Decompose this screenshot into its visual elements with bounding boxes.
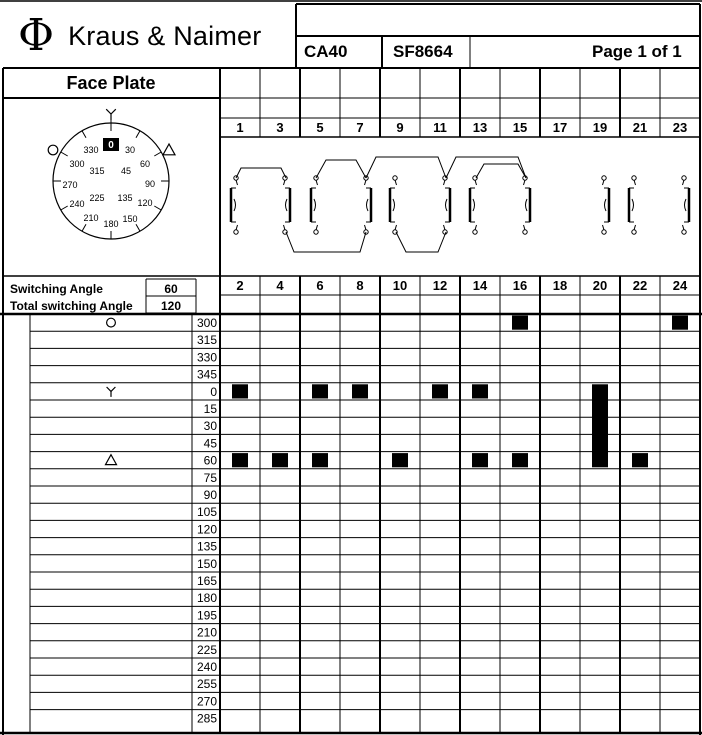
model-code: CA40: [304, 42, 348, 61]
dial-angle-label: 300: [69, 159, 85, 169]
page-indicator: Page 1 of 1: [592, 42, 682, 61]
terminal-number-bottom: 10: [392, 278, 408, 293]
angle-cell: 60: [203, 453, 217, 468]
dial-tick: [61, 152, 68, 156]
terminal-number-top: 1: [236, 120, 244, 135]
wire-link: [366, 157, 446, 178]
contact-symbol: [283, 176, 290, 234]
dial-angle-label: 45: [120, 166, 132, 176]
part-number: SF8664: [393, 42, 453, 61]
terminal-number-bottom: 6: [316, 278, 324, 293]
terminal-number-bottom: 18: [552, 278, 568, 293]
closed-contact-mark: [592, 384, 608, 467]
terminal-number-top: 13: [472, 120, 488, 135]
angle-cell: 330: [196, 350, 217, 365]
contact-symbol: [364, 176, 371, 234]
contact-symbol: [311, 176, 318, 234]
closed-contact-mark: [512, 316, 528, 330]
contact-symbol: [523, 176, 530, 234]
wire-link: [396, 232, 446, 252]
closed-contact-mark: [632, 453, 648, 467]
angle-cell: 255: [196, 677, 217, 692]
angle-cell: 180: [196, 591, 217, 606]
terminal-number-top: 21: [632, 120, 648, 135]
contact-symbol: [390, 176, 397, 234]
angle-cell: 105: [196, 505, 217, 520]
angle-cell: 345: [196, 367, 217, 382]
dial-angle-label: 60: [139, 159, 151, 169]
closed-contact-mark: [272, 453, 288, 467]
angle-cell: 0: [210, 384, 217, 399]
terminal-number-bottom: 16: [512, 278, 528, 293]
dial-angle-label: 120: [137, 198, 153, 208]
closed-contact-mark: [512, 453, 528, 467]
terminal-number-bottom: 22: [632, 278, 648, 293]
terminal-number-top: 7: [356, 120, 364, 135]
angle-cell: 90: [203, 488, 217, 502]
closed-contact-mark: [232, 453, 248, 467]
total-switching-angle-value: 120: [160, 299, 182, 313]
dial-angle-label: 180: [103, 219, 119, 229]
terminal-number-top: 19: [592, 120, 608, 135]
angle-cell: 150: [196, 556, 217, 571]
terminal-number-bottom: 12: [432, 278, 448, 293]
angle-cell: 285: [196, 711, 217, 726]
contact-symbol: [231, 176, 238, 234]
closed-contact-mark: [352, 384, 368, 398]
terminal-number-top: 15: [512, 120, 528, 135]
contact-symbol: [629, 176, 636, 234]
o-icon: [48, 145, 58, 155]
dial-angle-label: 90: [144, 179, 156, 189]
terminal-number-top: 5: [316, 120, 324, 135]
dial-tick: [61, 206, 68, 210]
angle-cell: 45: [203, 436, 217, 451]
terminal-number-top: 11: [433, 120, 447, 135]
angle-cell: 135: [196, 539, 217, 554]
dial-tick: [154, 206, 161, 210]
closed-contact-mark: [312, 384, 328, 398]
angle-cell: 270: [196, 694, 217, 709]
brand-logo: [18, 10, 261, 62]
dial-tick: [136, 131, 140, 138]
total-switching-angle-label: Total switching Angle: [10, 299, 133, 313]
position-o-icon: [107, 318, 116, 327]
wire-link: [236, 168, 286, 178]
angle-cell: 300: [196, 316, 217, 330]
closed-contact-mark: [312, 453, 328, 467]
triangle-icon: [163, 144, 175, 155]
terminal-number-top: 9: [396, 120, 404, 135]
angle-cell: 210: [196, 625, 217, 640]
contact-symbol: [602, 176, 609, 234]
terminal-number-bottom: 14: [472, 278, 488, 293]
closed-contact-mark: [472, 453, 488, 467]
terminal-number-bottom: 4: [276, 278, 284, 293]
dial-angle-label: 315: [89, 166, 105, 176]
angle-cell: 75: [203, 470, 217, 485]
dial-tick: [136, 224, 140, 231]
closed-contact-mark: [472, 384, 488, 398]
angle-cell: 15: [203, 402, 217, 416]
angle-cell: 165: [196, 574, 217, 588]
dial-angle-label: 240: [69, 199, 85, 209]
dial-tick: [82, 224, 86, 231]
angle-cell: 225: [196, 642, 217, 657]
contact-symbol: [443, 176, 450, 234]
terminal-number-bottom: 8: [356, 278, 364, 293]
phi-logo-icon: Φ: [18, 10, 55, 61]
dial-angle-label: 30: [124, 145, 136, 155]
closed-contact-mark: [432, 384, 448, 398]
contact-symbol: [682, 176, 689, 234]
closed-contact-mark: [672, 316, 688, 330]
wire-link: [286, 232, 366, 252]
closed-contact-mark: [232, 384, 248, 398]
terminal-number-bottom: 24: [672, 278, 688, 293]
face-plate-title: Face Plate: [66, 73, 156, 93]
contact-symbol: [470, 176, 477, 234]
dial-angle-label: 270: [62, 180, 78, 190]
brand-name: Kraus & Naimer: [68, 20, 262, 51]
angle-cell: 195: [196, 608, 217, 623]
y-icon: [106, 109, 116, 120]
dial-angle-label: 225: [89, 193, 105, 203]
angle-cell: 30: [203, 419, 217, 434]
dial-angle-label: 0: [108, 140, 114, 151]
dial-angle-label: 330: [83, 145, 99, 155]
angle-cell: 240: [196, 660, 217, 674]
position-triangle-icon: [106, 455, 117, 465]
terminal-number-top: 3: [276, 120, 284, 135]
closed-contact-mark: [392, 453, 408, 467]
wire-link: [476, 164, 526, 178]
angle-cell: 315: [196, 333, 217, 348]
dial-angle-label: 135: [117, 193, 133, 203]
switching-angle-value: 60: [164, 282, 178, 296]
terminal-number-top: 17: [552, 120, 568, 135]
dial-tick: [82, 131, 86, 138]
dial-tick: [154, 152, 161, 156]
position-y-icon: [107, 387, 116, 397]
terminal-number-bottom: 20: [592, 278, 608, 293]
angle-cell: 120: [196, 522, 217, 537]
terminal-number-top: 23: [672, 120, 688, 135]
wire-link: [316, 160, 366, 178]
switching-angle-label: Switching Angle: [10, 282, 103, 296]
wire-link: [446, 157, 526, 178]
terminal-number-bottom: 2: [236, 278, 244, 293]
dial-angle-label: 210: [83, 213, 99, 223]
dial-angle-label: 150: [122, 214, 138, 224]
